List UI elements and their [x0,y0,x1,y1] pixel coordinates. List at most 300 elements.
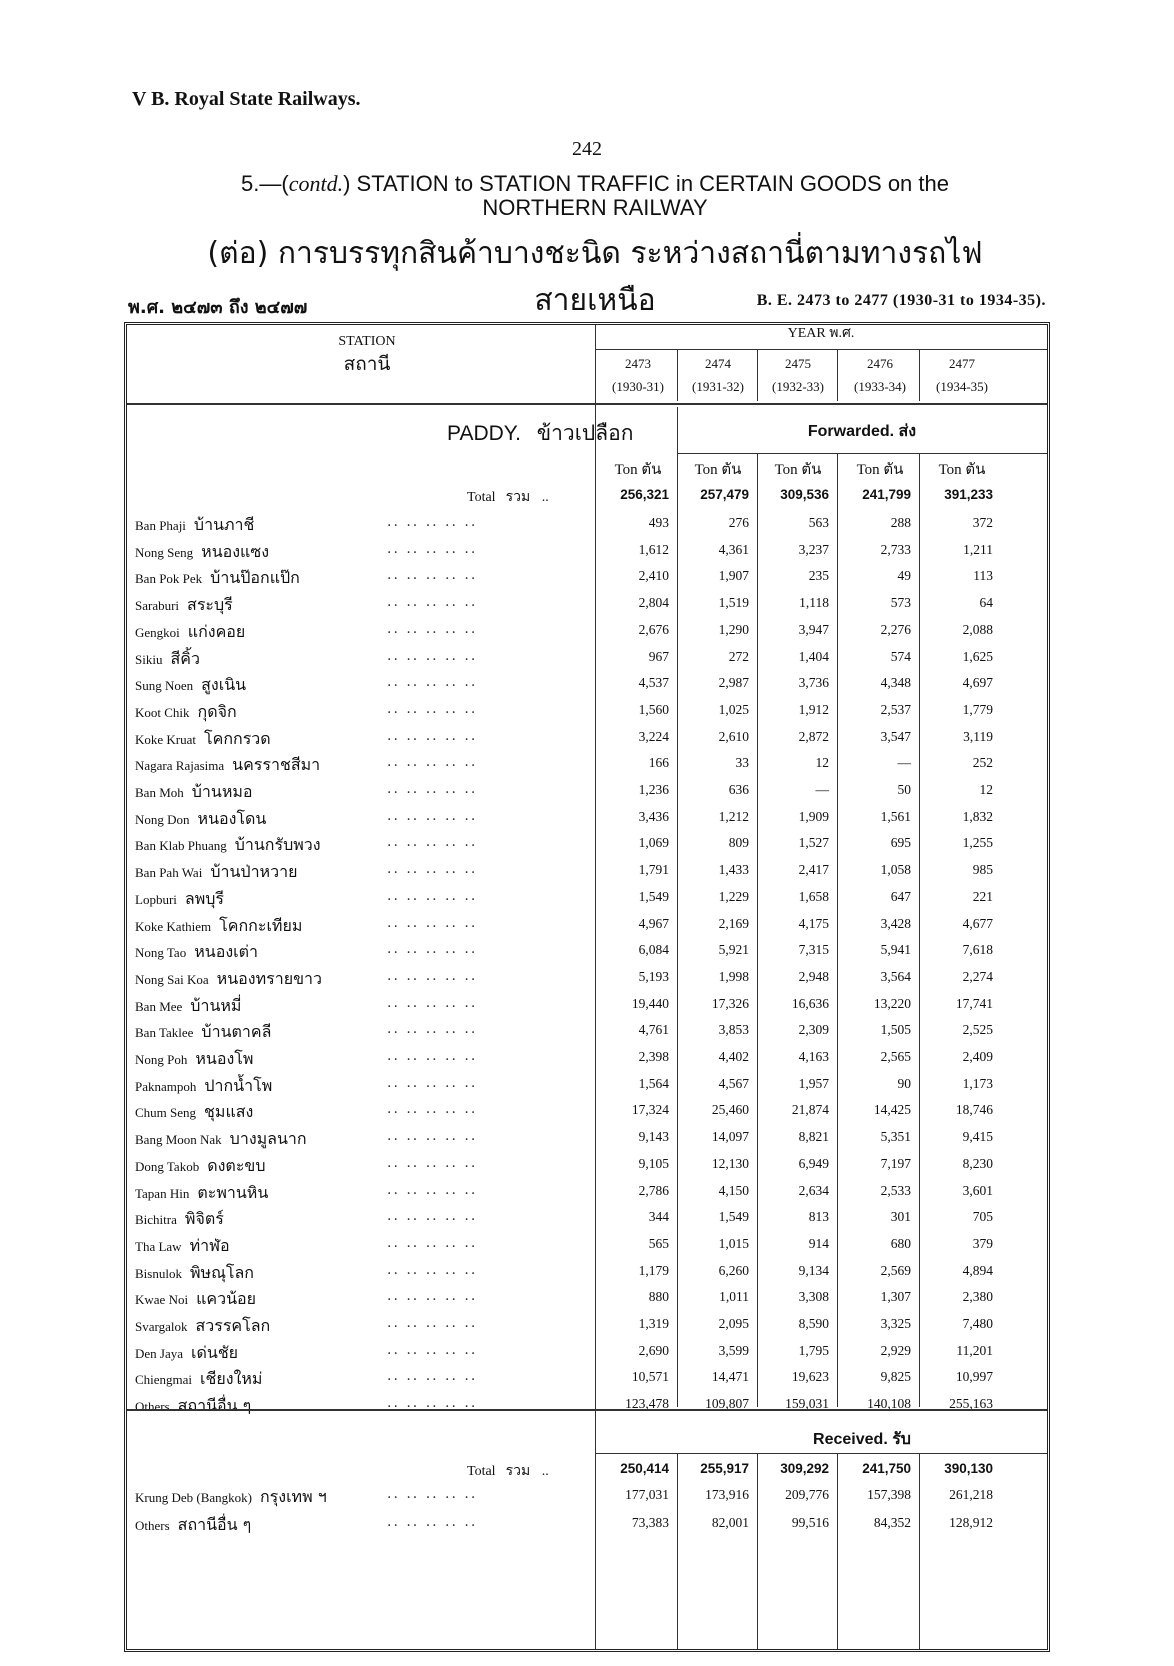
value-cell: 2,872 [798,728,829,744]
leader-dots: .. .. .. .. .. [387,1181,478,1198]
table-row [127,1285,1053,1313]
station-name-th: แควน้อย [196,1289,256,1309]
station-name [135,914,302,939]
value-cell: 7,197 [880,1155,911,1171]
total-label-th: รวม [505,489,531,505]
station-name-th: กุดจิก [197,701,237,721]
value-cell: 288 [890,515,911,530]
station-name-en: Tha Law [135,1238,182,1254]
table-row [127,1205,1053,1233]
value-cell: 9,415 [962,1129,993,1145]
station-name [135,700,237,725]
station-name [135,1100,253,1125]
value-cell: 647 [890,888,911,904]
leader-dots: .. .. .. .. .. [387,967,478,984]
value-cell: — [815,782,829,797]
station-name-en: Dong Takob [135,1158,200,1174]
station-name-en: Sung Noen [135,678,194,694]
forwarded-section-header: Forwarded. ส่ง [807,423,917,440]
value-cell: 3,601 [962,1182,993,1198]
station-name-th: แก่งคอย [187,621,246,641]
value-cell: 13,220 [873,995,911,1011]
leader-dots: .. .. .. .. .. [387,647,478,664]
value-cell: 113 [973,568,993,584]
value-cell: 4,894 [962,1262,993,1278]
station-name-en: Others [135,1399,170,1415]
station-name-en: Kwae Noi [135,1292,189,1308]
value-cell: 2,088 [962,621,993,637]
table-row [127,591,1053,619]
date-range-thai: พ.ศ. ๒๔๗๓ ถึง ๒๔๗๗ [128,297,308,318]
value-cell: 1,404 [798,648,829,664]
value-cell: 1,015 [718,1235,749,1251]
value-cell: 11,201 [956,1342,993,1358]
table-row [127,751,1053,779]
total-label [467,1460,549,1482]
value-cell: 1,612 [638,541,669,557]
station-name-en: Gengkoi [135,624,180,640]
station-name-th: หนองโพ [195,1049,254,1068]
leader-dots: .. .. .. .. .. [387,1074,478,1091]
value-cell: 7,480 [962,1316,993,1331]
value-cell: 1,179 [638,1262,669,1278]
value-cell: 18,746 [955,1102,993,1118]
value-cell: 563 [808,515,829,530]
value-cell: 1,907 [718,568,749,584]
value-cell: 3,237 [798,541,829,557]
value-cell: 1,832 [962,808,993,824]
station-column-rule [595,325,596,1649]
station-name [135,887,224,912]
station-name-en: Nong Don [135,811,190,827]
value-cell: 157,398 [867,1487,911,1502]
table-row [127,805,1053,833]
station-name-th: สถานีอื่น ๆ [177,1396,252,1416]
value-cell: 2,929 [880,1342,911,1358]
value-cell: 272 [728,648,749,664]
station-name-en: Ban Pah Wai [135,865,203,881]
station-name-en: Koot Chik [135,704,190,720]
station-name-en: Ban Moh [135,785,184,800]
value-cell: 19,440 [631,995,669,1011]
table-row [127,1365,1053,1393]
value-cell: 1,527 [798,835,829,851]
station-name-th: หนองทรายขาว [216,968,322,988]
station-name-th: เชียงใหม่ [200,1369,263,1389]
table-row [127,1179,1053,1207]
leader-dots: .. .. .. .. .. [387,807,478,824]
station-name [135,1127,307,1152]
value-cell: 12 [979,782,993,797]
value-cell: 3,428 [880,915,911,931]
value-cell: 252 [972,755,993,771]
leader-dots: .. .. .. .. .. [387,1341,478,1358]
value-cell: 309,536 [780,487,829,502]
value-cell: 177,031 [625,1487,669,1502]
column-rule [757,453,758,1407]
leader-dots: .. .. .. .. .. [387,1208,478,1225]
received-header-rule [595,1453,1047,1454]
station-name-th: หนองแซง [201,541,270,561]
station-name-th: ตะพานหิน [197,1182,269,1202]
station-name [135,1394,251,1419]
table-row [127,511,1053,539]
value-cell: 391,233 [944,487,993,502]
value-cell: 73,383 [631,1515,669,1530]
leader-dots: .. .. .. .. .. [387,540,478,557]
value-cell: 3,853 [718,1022,749,1038]
station-name-en: Nong Poh [135,1052,188,1067]
unit-label: Ton ตัน [774,462,822,478]
leader-dots: .. .. .. .. .. [387,781,478,797]
leader-dots: .. .. .. .. .. [387,594,478,611]
station-name [135,1234,230,1259]
value-cell: 1,560 [638,701,669,717]
value-cell: 84,352 [873,1515,911,1530]
station-name [135,994,241,1019]
leader-dots: .. .. .. .. .. [387,727,478,744]
value-cell: 14,471 [711,1369,749,1385]
station-column-header [287,331,447,375]
station-name-th: สระบุรี [187,595,233,615]
leader-dots: .. .. .. .. .. [387,914,478,931]
value-cell: 390,130 [944,1461,993,1476]
value-cell: 2,276 [880,621,911,637]
table-row [127,538,1053,566]
year-column-header [925,351,999,397]
value-cell: 2,610 [718,728,749,744]
page-number: 242 [572,138,602,160]
value-cell: 255,163 [949,1396,993,1412]
station-name [135,967,322,992]
received-total-row [127,1457,1053,1485]
station-name [135,1287,256,1312]
value-cell: 4,402 [718,1049,749,1064]
value-cell: 1,011 [719,1289,749,1305]
station-name [135,940,258,965]
station-name [135,1314,270,1339]
value-cell: 493 [648,515,669,530]
value-cell: 128,912 [949,1515,993,1530]
value-cell: 99,516 [791,1515,829,1530]
table-row [127,1511,1053,1539]
leader-dots: .. .. .. .. .. [387,861,478,878]
station-name-en: Chiengmai [135,1372,193,1388]
table-row [127,1018,1053,1046]
received-section-header: Received. รับ [813,1431,911,1448]
table-row [127,858,1053,886]
value-cell: 7,618 [962,942,993,958]
station-name-en: Ban Phaji [135,518,186,533]
date-range-english: B. E. 2473 to 2477 (1930-31 to 1934-35). [756,292,1046,309]
value-cell: 5,193 [638,968,669,984]
station-name [135,1207,224,1232]
leader-dots: .. .. .. .. .. [387,1234,478,1251]
station-name-en: Ban Mee [135,998,183,1014]
value-cell: 255,917 [700,1461,749,1476]
value-cell: 1,912 [798,701,829,717]
station-name-th: สถานีอื่น ๆ [177,1515,252,1534]
station-name-th: บ้านกรับพวง [234,835,321,855]
value-cell: 1,212 [718,808,749,824]
station-name-en: Nong Sai Koa [135,971,209,987]
leader-dots: .. .. .. .. .. [387,834,478,851]
station-name-en: Den Jaya [135,1345,184,1361]
station-name-en: Chum Seng [135,1105,197,1121]
commodity-en: PADDY. [447,422,521,445]
value-cell: 4,697 [962,675,993,691]
leader-dots: .. .. .. .. .. [387,1154,478,1171]
value-cell: 6,260 [718,1262,749,1278]
value-cell: 4,677 [962,915,993,931]
column-rule [757,1453,758,1649]
value-cell: 1,211 [963,541,993,557]
value-cell: 3,736 [798,675,829,691]
value-cell: 9,134 [798,1262,829,1278]
year-column-header [761,351,835,397]
year-ce: (1931-32) [692,379,744,394]
unit-row-rule [677,453,1047,454]
leader-dots: .. .. .. .. .. [387,1315,478,1331]
leader-dots: .. .. .. .. .. [387,1368,478,1385]
year-column-header [681,351,755,397]
value-cell: 1,549 [718,1209,749,1225]
value-cell: 985 [972,862,993,878]
station-name-th: หนองเต่า [194,942,258,962]
value-cell: 10,571 [631,1369,669,1385]
data-table [124,322,1050,1652]
station-name-th: ลพบุรี [184,888,224,908]
value-cell: 1,909 [798,808,829,824]
value-cell: 3,564 [880,968,911,984]
unit-label: Ton ตัน [614,462,662,478]
value-cell: 1,118 [799,595,829,611]
value-cell: 2,987 [718,675,749,691]
value-cell: 4,175 [798,915,829,931]
commodity-th: ข้าวเปลือก [536,421,634,445]
section-heading: V B. Royal State Railways. [132,88,361,110]
value-cell: 8,590 [798,1316,829,1331]
station-name [135,1261,254,1286]
station-name [135,727,271,752]
value-cell: 1,307 [880,1289,911,1305]
leader-dots: .. .. .. .. .. [387,1048,478,1064]
station-name [135,1074,272,1099]
table-row [127,1339,1053,1367]
value-cell: 1,319 [638,1316,669,1331]
station-name [135,833,321,858]
station-name-en: Nong Tao [135,945,187,961]
value-cell: 257,479 [700,487,749,502]
value-cell: 49 [897,568,911,584]
table-title-thai: (ต่อ) การบรรทุกสินค้าบางชะนิด ระหว่างสถานี่ตามทางรถไฟสายเหนือ [207,236,983,318]
year-header: YEAR พ.ศ. [787,326,855,341]
value-cell: 379 [972,1235,993,1251]
value-cell: 3,599 [718,1342,749,1358]
forwarded-bottom-rule [127,1409,1047,1411]
value-cell: — [897,755,911,771]
value-cell: 573 [890,595,911,611]
station-name-en: Others [135,1518,170,1533]
value-cell: 2,733 [880,541,911,557]
leader-dots: .. .. .. .. .. [387,620,478,637]
value-cell: 14,425 [873,1102,911,1118]
leader-dots: .. .. .. .. .. [387,887,478,904]
leader-dots: .. .. .. .. .. [387,1486,478,1502]
title-contd: contd. [288,171,344,196]
value-cell: 241,799 [862,487,911,502]
value-cell: 4,761 [638,1022,669,1038]
value-cell: 256,321 [620,487,669,502]
station-name-th: ปากน้ำโพ [204,1075,273,1095]
station-name-en: Saraburi [135,598,180,614]
value-cell: 4,567 [718,1075,749,1091]
value-cell: 109,807 [705,1396,749,1412]
table-row [127,965,1053,993]
station-name-en: Nong Seng [135,544,194,560]
value-cell: 3,325 [880,1316,911,1331]
value-cell: 7,315 [798,942,829,958]
value-cell: 173,916 [705,1487,749,1502]
year-ce: (1932-33) [772,379,824,394]
table-row [127,564,1053,592]
value-cell: 2,095 [718,1316,749,1331]
leader-dots: .. .. .. .. .. [387,941,478,958]
station-name-th: สวรรคโลก [195,1316,271,1335]
value-cell: 565 [648,1235,669,1251]
station-name-th: สูงเนิน [201,675,247,695]
value-cell: 33 [735,755,749,771]
value-cell: 10,997 [955,1369,993,1385]
station-name [135,620,245,645]
station-name [135,540,269,565]
value-cell: 17,324 [631,1102,669,1118]
station-name [135,1047,253,1072]
value-cell: 8,230 [962,1155,993,1171]
value-cell: 1,255 [962,835,993,851]
value-cell: 8,821 [798,1129,829,1145]
value-cell: 1,236 [638,782,669,797]
value-cell: 1,561 [880,808,911,824]
value-cell: 2,786 [638,1182,669,1198]
value-cell: 1,957 [798,1075,829,1091]
value-cell: 3,308 [798,1289,829,1305]
value-cell: 90 [897,1075,911,1091]
station-name-th: นครราชสีมา [232,755,321,775]
column-rule [919,1453,920,1649]
station-name [135,1341,238,1366]
leader-dots: .. [538,490,549,505]
value-cell: 4,361 [718,541,749,557]
value-cell: 19,623 [791,1369,829,1385]
station-name-en: Bang Moon Nak [135,1132,222,1148]
table-row [127,912,1053,940]
value-cell: 2,569 [880,1262,911,1278]
table-row [127,725,1053,753]
value-cell: 2,690 [638,1342,669,1358]
table-row [127,1483,1053,1511]
value-cell: 2,417 [798,862,829,878]
table-row [127,645,1053,673]
table-title-english [185,172,1005,220]
value-cell: 2,537 [880,701,911,717]
column-rule [837,349,838,401]
value-cell: 3,947 [798,621,829,637]
value-cell: 809 [728,835,749,851]
value-cell: 880 [648,1289,669,1305]
station-name [135,780,253,805]
table-row [127,1125,1053,1153]
value-cell: 2,409 [962,1049,993,1064]
value-cell: 2,948 [798,968,829,984]
value-cell: 1,564 [638,1075,669,1091]
value-cell: 6,084 [638,942,669,958]
leader-dots: .. .. .. .. .. [387,994,478,1011]
year-be: 2473 [625,356,651,371]
value-cell: 9,105 [638,1155,669,1171]
leader-dots: .. .. .. .. .. [387,754,478,771]
value-cell: 4,348 [880,675,911,691]
leader-dots: .. .. .. .. .. [387,1128,478,1145]
station-name-th: หนองโดน [197,808,267,828]
total-label-en: Total [467,490,496,505]
station-name-th: บ้านหมอ [191,782,253,801]
value-cell: 813 [808,1209,829,1225]
value-cell: 4,150 [718,1182,749,1198]
station-name [135,566,300,591]
forwarded-total-row [127,483,1053,511]
station-name-th: บ้านตาคลี [201,1022,272,1042]
value-cell: 5,921 [718,942,749,958]
station-name-en: Koke Kathiem [135,918,212,934]
value-cell: 2,533 [880,1182,911,1198]
table-row [127,885,1053,913]
table-row [127,1259,1053,1287]
value-cell: 3,224 [638,728,669,744]
table-row [127,1098,1053,1126]
total-label-th: รวม [505,1463,531,1479]
value-cell: 261,218 [949,1487,993,1502]
value-cell: 695 [890,835,911,851]
year-ce: (1933-34) [854,379,906,394]
value-cell: 680 [890,1235,911,1251]
station-name-en: Ban Pok Pek [135,571,203,587]
value-cell: 1,779 [962,701,993,717]
table-row [127,671,1053,699]
station-name [135,647,200,672]
value-cell: 5,351 [880,1129,911,1145]
value-cell: 1,519 [718,595,749,611]
value-cell: 16,636 [791,995,829,1011]
station-name-th: เด่นชัย [191,1342,239,1362]
value-cell: 166 [648,755,669,771]
value-cell: 6,949 [798,1155,829,1171]
table-row [127,778,1053,806]
station-name-th: บ้านหมี่ [190,995,242,1015]
table-row [127,938,1053,966]
leader-dots: .. .. .. .. .. [387,700,478,717]
station-name-en: Ban Klab Phuang [135,838,227,854]
value-cell: 636 [728,782,749,797]
table-row [127,831,1053,859]
value-cell: 301 [890,1209,911,1225]
value-cell: 12,130 [711,1155,749,1171]
station-name-en: Tapan Hin [135,1185,190,1201]
value-cell: 241,750 [862,1461,911,1476]
value-cell: 1,229 [718,888,749,904]
value-cell: 1,173 [962,1075,993,1091]
value-cell: 1,069 [638,835,669,851]
